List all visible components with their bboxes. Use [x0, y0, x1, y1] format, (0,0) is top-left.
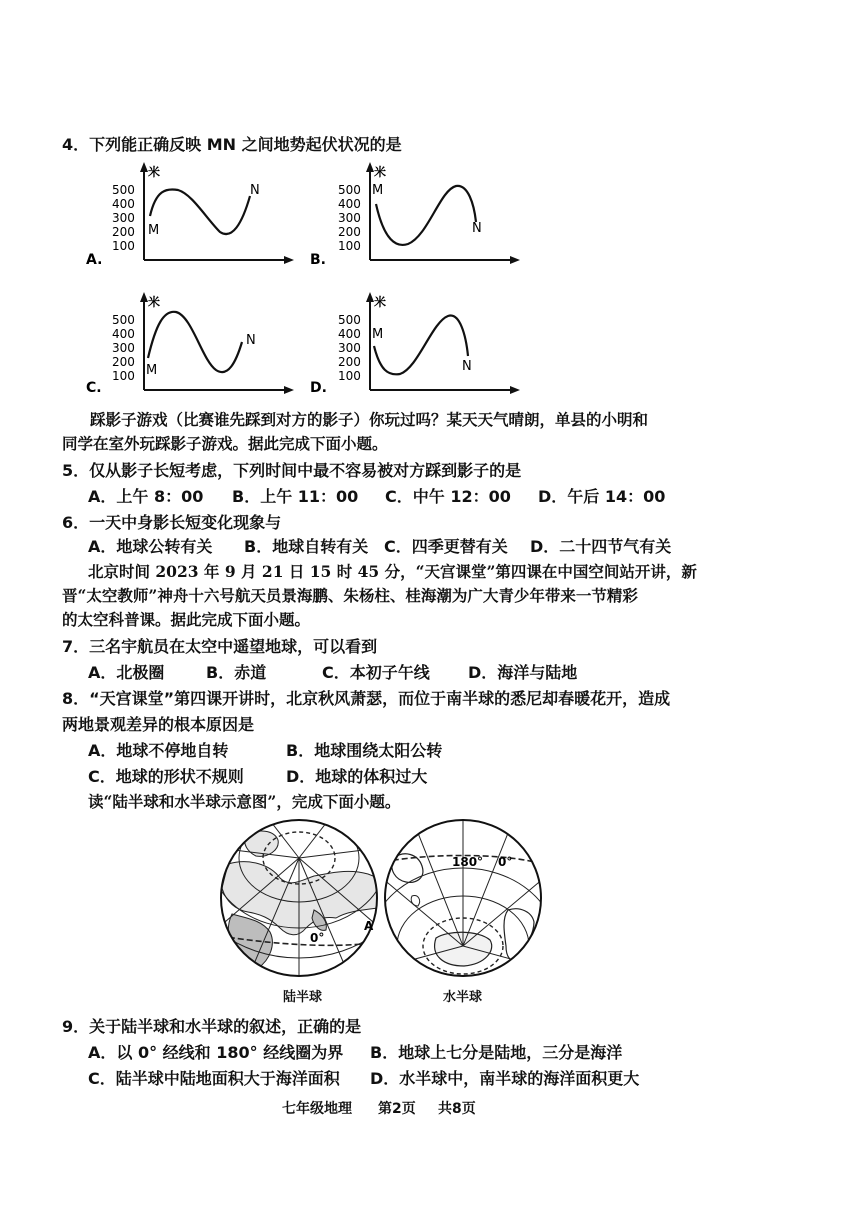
- land-label-a: A: [364, 919, 374, 933]
- svg-text:200: 200: [112, 355, 135, 369]
- water-hemisphere-diagram: [382, 818, 544, 984]
- tick-300: 300: [112, 211, 135, 225]
- tick-400: 400: [112, 197, 135, 211]
- footer-total: 共8页: [438, 1101, 476, 1117]
- land-hemisphere-caption: 陆半球: [283, 990, 323, 1005]
- option-label-d: D.: [310, 380, 327, 396]
- q9-title: 9．关于陆半球和水半球的叙述，正确的是: [62, 1017, 362, 1036]
- q5-option-a: A．上午 8：00: [88, 487, 204, 506]
- q4-chart-c: [82, 290, 302, 402]
- q5-option-d: D．午后 14：00: [538, 487, 666, 506]
- q6-option-c: C．四季更替有关: [384, 537, 508, 556]
- unit-label: 米: [148, 165, 161, 179]
- point-m: M: [372, 327, 384, 342]
- unit-label: 米: [374, 165, 387, 179]
- q6-option-b: B．地球自转有关: [244, 537, 369, 556]
- tick-500: 500: [112, 183, 135, 197]
- svg-text:500: 500: [338, 183, 361, 197]
- svg-text:400: 400: [338, 327, 361, 341]
- svg-text:400: 400: [112, 327, 135, 341]
- footer-page: 第2页: [378, 1101, 416, 1117]
- svg-text:100: 100: [112, 369, 135, 383]
- point-m: M: [146, 363, 158, 378]
- intro-shadow-line2: 同学在室外玩踩影子游戏。据此完成下面小题。: [62, 434, 388, 453]
- svg-text:200: 200: [338, 355, 361, 369]
- option-label-c: C.: [86, 380, 102, 396]
- point-m: M: [372, 183, 384, 198]
- q5-option-b: B．上午 11：00: [232, 487, 359, 506]
- q9-option-b: B．地球上七分是陆地，三分是海洋: [370, 1043, 623, 1062]
- option-label-a: A.: [86, 252, 103, 268]
- footer-subject: 七年级地理: [282, 1101, 352, 1117]
- point-n: N: [250, 183, 260, 198]
- svg-text:300: 300: [338, 211, 361, 225]
- q7-option-d: D．海洋与陆地: [468, 663, 578, 682]
- intro-tiangong-line2: 晋“太空教师”神舟十六号航天员景海鹏、朱杨柱、桂海潮为广大青少年带来一节精彩: [62, 586, 638, 605]
- unit-label: 米: [374, 295, 387, 309]
- q9-option-d: D．水半球中，南半球的海洋面积更大: [370, 1069, 640, 1088]
- q8-title-line1: 8．“天宫课堂”第四课开讲时，北京秋风萧瑟，而位于南半球的悉尼却春暖花开，造成: [62, 689, 671, 708]
- q8-option-a: A．地球不停地自转: [88, 741, 229, 760]
- y-arrow: [140, 162, 148, 172]
- q4-title: 4．下列能正确反映 MN 之间地势起伏状况的是: [62, 135, 402, 154]
- profile-curve: [376, 186, 476, 245]
- profile-curve: [148, 312, 242, 372]
- profile-curve: [150, 189, 250, 234]
- intro-tiangong-line1: 北京时间 2023 年 9 月 21 日 15 时 45 分，“天宫课堂”第四课在中国空间站开讲，新: [88, 562, 697, 581]
- svg-text:300: 300: [338, 341, 361, 355]
- q7-option-b: B．赤道: [206, 663, 267, 682]
- q7-title: 7．三名宇航员在太空中遥望地球，可以看到: [62, 637, 378, 656]
- q5-title: 5．仅从影子长短考虑，下列时间中最不容易被对方踩到影子的是: [62, 461, 522, 480]
- point-n: N: [246, 333, 256, 348]
- tick-100: 100: [112, 239, 135, 253]
- svg-text:300: 300: [112, 341, 135, 355]
- q6-option-d: D．二十四节气有关: [530, 537, 672, 556]
- intro-shadow-line1: 踩影子游戏（比赛谁先踩到对方的影子）你玩过吗？某天天气晴朗，单县的小明和: [90, 410, 649, 429]
- option-label-b: B.: [310, 252, 326, 268]
- q6-option-a: A．地球公转有关: [88, 537, 213, 556]
- q4-chart-b: [308, 160, 528, 272]
- point-m: M: [148, 223, 160, 238]
- q7-option-a: A．北极圈: [88, 663, 165, 682]
- svg-text:500: 500: [112, 313, 135, 327]
- svg-text:200: 200: [338, 225, 361, 239]
- land-mass-greenland: [245, 831, 278, 856]
- svg-text:100: 100: [338, 369, 361, 383]
- q5-option-c: C．中午 12：00: [385, 487, 511, 506]
- land-label-zero: 0°: [310, 931, 325, 945]
- x-arrow: [284, 256, 294, 264]
- intro-tiangong-line3: 的太空科普课。据此完成下面小题。: [62, 610, 311, 629]
- svg-text:400: 400: [338, 197, 361, 211]
- q4-chart-a: [82, 160, 302, 272]
- tick-200: 200: [112, 225, 135, 239]
- q8-option-d: D．地球的体积过大: [286, 767, 428, 786]
- svg-text:100: 100: [338, 239, 361, 253]
- q9-option-a: A．以 0° 经线和 180° 经线圈为界: [88, 1043, 344, 1062]
- q8-title-line2: 两地景观差异的根本原因是: [62, 715, 255, 734]
- water-hemisphere-caption: 水半球: [443, 990, 483, 1005]
- profile-curve: [374, 316, 468, 375]
- intro-globe-line: 读“陆半球和水半球示意图”，完成下面小题。: [88, 792, 401, 811]
- land-hemisphere-diagram: [218, 818, 380, 984]
- water-label-180: 180°: [452, 855, 484, 869]
- water-label-zero: 0°: [498, 855, 513, 869]
- q8-option-b: B．地球围绕太阳公转: [286, 741, 443, 760]
- q8-option-c: C．地球的形状不规则: [88, 767, 244, 786]
- q4-chart-d: [308, 290, 528, 402]
- q9-option-c: C．陆半球中陆地面积大于海洋面积: [88, 1069, 340, 1088]
- svg-text:500: 500: [338, 313, 361, 327]
- unit-label: 米: [148, 295, 161, 309]
- q6-title: 6．一天中身影长短变化现象与: [62, 513, 282, 532]
- q7-option-c: C．本初子午线: [322, 663, 430, 682]
- point-n: N: [472, 221, 482, 236]
- point-n: N: [462, 359, 472, 374]
- land-mass-islands: [411, 896, 419, 906]
